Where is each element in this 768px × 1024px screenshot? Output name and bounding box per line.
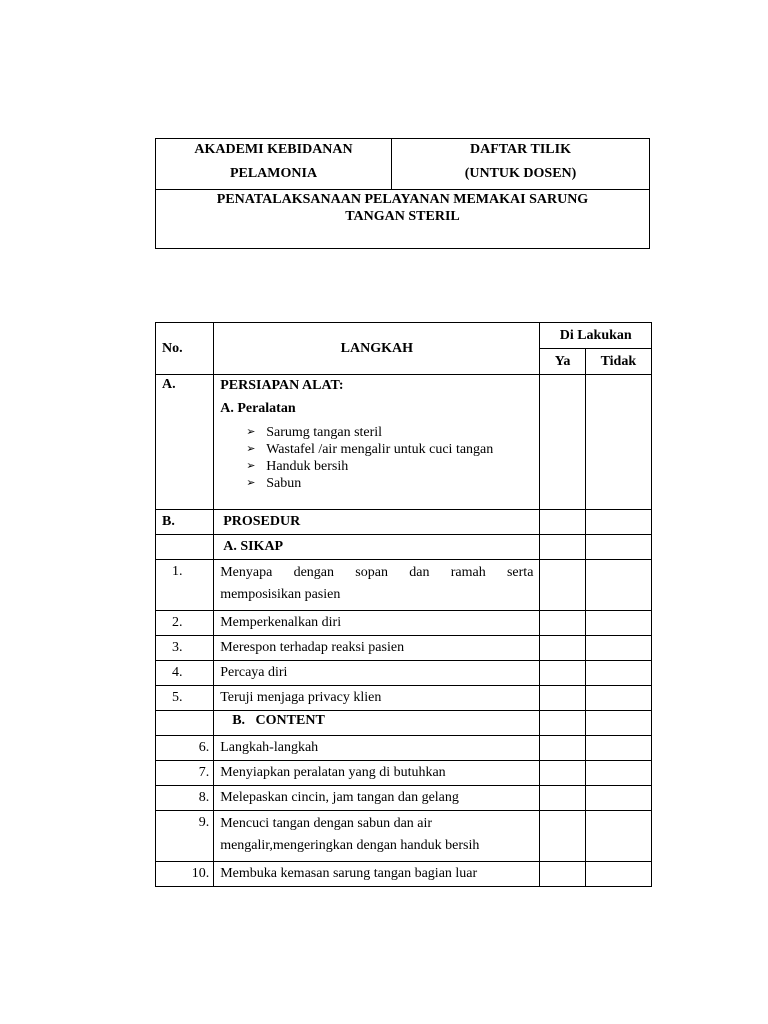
section-a-title: PERSIAPAN ALAT:: [220, 378, 344, 393]
col-header-tidak: Tidak: [585, 349, 651, 375]
col-header-done: Di Lakukan: [540, 323, 652, 349]
col-header-yes: Ya: [540, 349, 585, 375]
check-yes-cell[interactable]: [540, 636, 585, 661]
check-yes-cell[interactable]: [540, 510, 585, 535]
check-yes-cell[interactable]: [540, 786, 585, 811]
section-a-num: A.: [156, 375, 214, 510]
section-b-num: B.: [156, 510, 214, 535]
check-yes-cell[interactable]: [540, 686, 585, 711]
row-num: 3.: [156, 636, 214, 661]
check-tidak-cell[interactable]: [585, 636, 651, 661]
row-num: 2.: [156, 611, 214, 636]
table-row: [156, 510, 652, 535]
arrow-bullet-icon: ➢: [246, 426, 256, 438]
check-yes-cell[interactable]: [540, 661, 585, 686]
row-num: 6.: [156, 736, 214, 761]
title-line2: TANGAN STERIL: [345, 209, 460, 224]
check-yes-cell[interactable]: [540, 862, 585, 887]
table-row: [156, 636, 652, 661]
check-tidak-cell[interactable]: [585, 560, 651, 611]
arrow-bullet-icon: ➢: [246, 460, 256, 472]
row-step: Membuka kemasan sarung tangan bagian luar: [214, 862, 540, 887]
table-row: [156, 535, 652, 560]
row-num: 8.: [156, 786, 214, 811]
institution-line1: AKADEMI KEBIDANAN: [194, 142, 353, 157]
check-tidak-cell[interactable]: [585, 711, 651, 736]
table-row: [156, 560, 652, 611]
row-num: 1.: [156, 560, 214, 611]
check-tidak-cell[interactable]: [585, 686, 651, 711]
check-tidak-cell[interactable]: [585, 736, 651, 761]
arrow-bullet-icon: ➢: [246, 443, 256, 455]
equipment-list: [220, 424, 539, 492]
form-line2: (UNTUK DOSEN): [464, 166, 577, 181]
table-row: [156, 686, 652, 711]
form-type-cell: [392, 139, 650, 190]
arrow-bullet-icon: ➢: [246, 477, 256, 489]
list-item: ➢ Sabun: [246, 476, 302, 491]
section-b-title: PROSEDUR: [214, 510, 540, 535]
check-yes-cell[interactable]: [540, 711, 585, 736]
check-yes-cell[interactable]: [540, 811, 585, 862]
check-yes-cell[interactable]: [540, 535, 585, 560]
section-a-cell: [214, 375, 540, 510]
title-line1: PENATALAKSANAAN PELAYANAN MEMAKAI SARUNG: [216, 192, 589, 207]
col-header-step: LANGKAH: [214, 323, 540, 375]
table-row: [156, 862, 652, 887]
row-step: Teruji menjaga privacy klien: [214, 686, 540, 711]
row-step: Menyapa dengan sopan dan ramah serta memposisikan pasien: [214, 560, 540, 611]
row-step: Langkah-langkah: [214, 736, 540, 761]
form-line1: DAFTAR TILIK: [469, 142, 571, 157]
content-title: B. CONTENT: [214, 711, 540, 736]
check-tidak-cell[interactable]: [585, 611, 651, 636]
section-a-subtitle: A. Peralatan: [220, 401, 296, 416]
title-cell: [156, 190, 650, 249]
table-row: [156, 811, 652, 862]
check-yes-cell[interactable]: [540, 611, 585, 636]
check-yes-cell[interactable]: [540, 736, 585, 761]
table-row: [156, 661, 652, 686]
table-row: [156, 761, 652, 786]
row-step: Melepaskan cincin, jam tangan dan gelang: [214, 786, 540, 811]
header-table: [155, 138, 650, 249]
check-tidak-cell[interactable]: [585, 862, 651, 887]
table-row: [156, 611, 652, 636]
institution-cell: [156, 139, 392, 190]
row-num: 9.: [156, 811, 214, 862]
col-header-no: No.: [156, 323, 214, 375]
table-row: [156, 375, 652, 510]
table-row: [156, 786, 652, 811]
table-row: [156, 736, 652, 761]
row-num: 7.: [156, 761, 214, 786]
check-tidak-cell[interactable]: [585, 375, 651, 510]
checklist-table: [155, 322, 652, 887]
sikap-title: A. SIKAP: [214, 535, 540, 560]
check-tidak-cell[interactable]: [585, 786, 651, 811]
list-item: ➢ Handuk bersih: [246, 459, 349, 474]
check-tidak-cell[interactable]: [585, 761, 651, 786]
table-row: [156, 711, 652, 736]
row-num: 5.: [156, 686, 214, 711]
row-step: Merespon terhadap reaksi pasien: [214, 636, 540, 661]
check-tidak-cell[interactable]: [585, 811, 651, 862]
check-tidak-cell[interactable]: [585, 661, 651, 686]
check-yes-cell[interactable]: [540, 761, 585, 786]
list-item: ➢ Wastafel /air mengalir untuk cuci tangan: [246, 442, 494, 457]
row-step: Menyiapkan peralatan yang di butuhkan: [214, 761, 540, 786]
row-num: 4.: [156, 661, 214, 686]
row-num: 10.: [156, 862, 214, 887]
row-step: Memperkenalkan diri: [214, 611, 540, 636]
list-item: ➢ Sarumg tangan steril: [246, 425, 383, 440]
check-yes-cell[interactable]: [540, 375, 585, 510]
institution-line2: PELAMONIA: [229, 166, 318, 181]
row-step: Mencuci tangan dengan sabun dan air mengalir,mengeringkan dengan handuk bersih: [214, 811, 540, 862]
check-yes-cell[interactable]: [540, 560, 585, 611]
row-step: Percaya diri: [214, 661, 540, 686]
check-tidak-cell[interactable]: [585, 535, 651, 560]
check-tidak-cell[interactable]: [585, 510, 651, 535]
